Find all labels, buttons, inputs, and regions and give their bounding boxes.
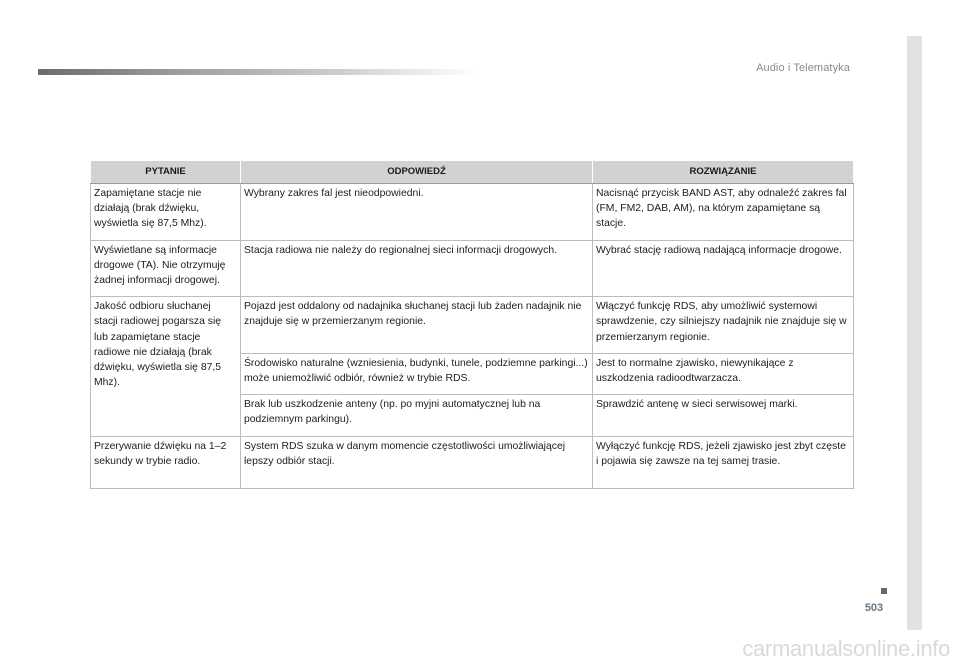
question-cell: Przerywanie dźwięku na 1–2 sekundy w trybie radio. bbox=[91, 436, 241, 488]
solution-cell: Nacisnąć przycisk BAND AST, aby odnaleźć zakres fal (FM, FM2, DAB, AM), na którym zapamiętane są stacje. bbox=[593, 184, 854, 241]
question-cell: Wyświetlane są informacje drogowe (TA). Nie otrzymuję żadnej informacji drogowej. bbox=[91, 240, 241, 297]
table-row bbox=[91, 297, 854, 354]
solution-cell: Włączyć funkcję RDS, aby umożliwić systemowi sprawdzenie, czy silniejszy nadajnik nie znajduje się w przemierzanym regionie. bbox=[593, 297, 854, 354]
solution-cell: Sprawdzić antenę w sieci serwisowej marki. bbox=[593, 395, 854, 436]
table-row bbox=[91, 240, 854, 297]
answer-cell: Stacja radiowa nie należy do regionalnej sieci informacji drogowych. bbox=[241, 240, 593, 297]
page-marker-square bbox=[881, 588, 887, 594]
watermark-text: carmanualsonline.info bbox=[742, 636, 950, 661]
solution-cell: Wybrać stację radiową nadającą informacje drogowe. bbox=[593, 240, 854, 297]
column-header-solution: ROZWIĄZANIE bbox=[593, 161, 854, 184]
question-cell: Jakość odbioru słuchanej stacji radiowej pogarsza się lub zapamiętane stacje radiowe nie działają (brak dźwięku, wyświetla się 87,5 Mhz). bbox=[91, 297, 241, 436]
solution-cell: Jest to normalne zjawisko, niewynikające z uszkodzenia radioodtwarzacza. bbox=[593, 353, 854, 394]
question-cell: Zapamiętane stacje nie działają (brak dźwięku, wyświetla się 87,5 Mhz). bbox=[91, 184, 241, 241]
page-side-strip bbox=[907, 36, 922, 630]
troubleshooting-table bbox=[90, 160, 854, 489]
answer-cell: Wybrany zakres fal jest nieodpowiedni. bbox=[241, 184, 593, 241]
table-header-row bbox=[91, 161, 854, 184]
answer-cell: Brak lub uszkodzenie anteny (np. po myjni automatycznej lub na podziemnym parkingu). bbox=[241, 395, 593, 436]
answer-cell: Pojazd jest oddalony od nadajnika słuchanej stacji lub żaden nadajnik nie znajduje się w przemierzanym regionie. bbox=[241, 297, 593, 354]
table-row bbox=[91, 436, 854, 488]
page-number: 503 bbox=[864, 602, 884, 614]
solution-cell: Wyłączyć funkcję RDS, jeżeli zjawisko jest zbyt częste i pojawia się zawsze na tej samej trasie. bbox=[593, 436, 854, 488]
table-row bbox=[91, 184, 854, 241]
column-header-question: PYTANIE bbox=[91, 161, 241, 184]
column-header-answer: ODPOWIEDŹ bbox=[241, 161, 593, 184]
answer-cell: System RDS szuka w danym momencie częstotliwości umożliwiającej lepszy odbiór stacji. bbox=[241, 436, 593, 488]
answer-cell: Środowisko naturalne (wzniesienia, budynki, tunele, podziemne parkingi...) może uniemożliwić odbiór, również w trybie RDS. bbox=[241, 353, 593, 394]
header-gradient-bar bbox=[38, 69, 478, 75]
section-title: Audio i Telematyka bbox=[756, 62, 850, 74]
